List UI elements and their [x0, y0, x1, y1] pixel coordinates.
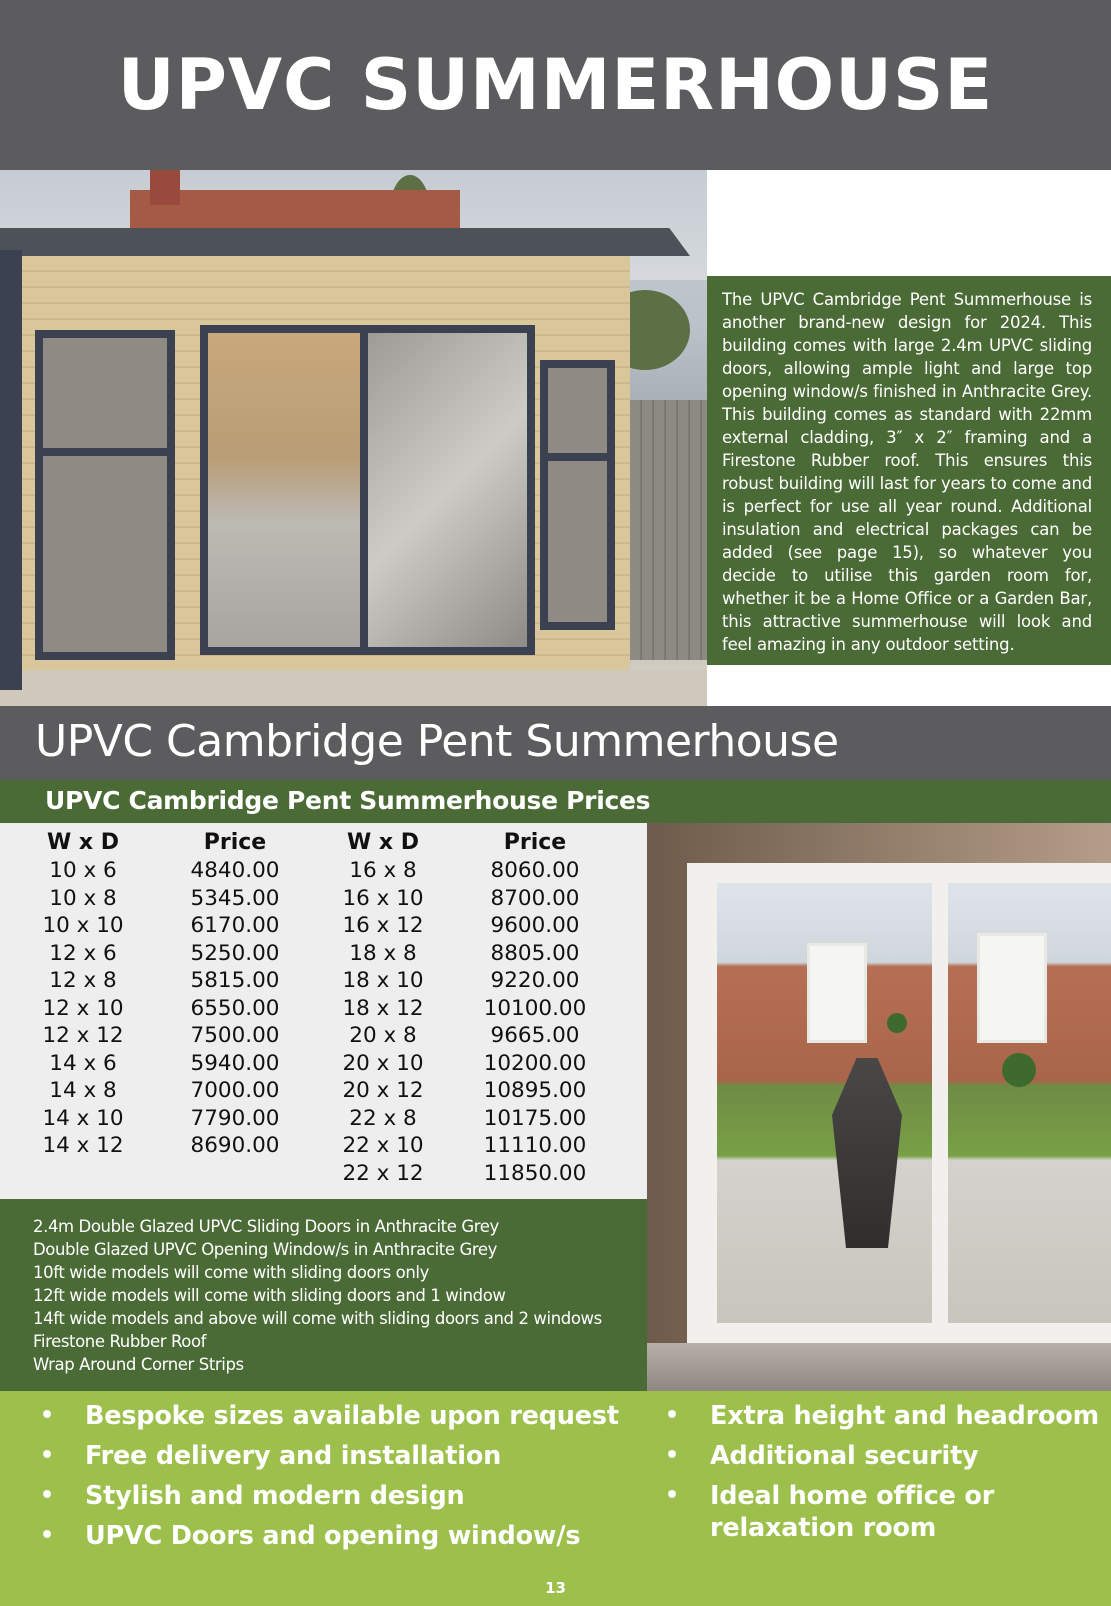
benefits-panel: [0, 1391, 1111, 1606]
price-cell: 5815.00: [190, 968, 280, 993]
bullet-icon: •: [665, 1483, 679, 1508]
bullet-icon: •: [665, 1443, 679, 1468]
feature-item: 14ft wide models and above will come with sliding doors and 2 windows: [33, 1309, 602, 1328]
size-column-left: [8, 829, 158, 1160]
bullet-icon: •: [40, 1483, 54, 1508]
benefit-item: • Extra height and headroom: [665, 1401, 1099, 1431]
features-list: [0, 1199, 647, 1391]
column-header: W x D: [346, 830, 420, 855]
price-cell: 4840.00: [190, 858, 280, 883]
size-cell: 22 x 10: [342, 1133, 424, 1158]
price-cell: 8805.00: [490, 940, 580, 966]
size-cell: 18 x 12: [342, 995, 424, 1021]
size-column-right: [308, 829, 458, 1187]
product-name: UPVC Cambridge Pent Summerhouse: [35, 716, 839, 767]
size-cell: 20 x 12: [342, 1078, 424, 1103]
size-cell: 14 x 6: [49, 1050, 117, 1076]
size-cell: 14 x 8: [49, 1078, 117, 1103]
size-cell: 12 x 6: [49, 940, 117, 966]
page-title: UPVC SUMMERHOUSE: [117, 44, 994, 126]
benefit-item: • Additional security: [665, 1441, 979, 1471]
bullet-icon: •: [665, 1403, 679, 1428]
size-cell: 12 x 12: [42, 1023, 124, 1048]
bullet-icon: •: [40, 1523, 54, 1548]
price-cell: 8700.00: [490, 885, 580, 911]
size-cell: 18 x 8: [349, 940, 417, 966]
benefit-item: • Stylish and modern design: [40, 1481, 465, 1511]
bullet-icon: •: [40, 1443, 54, 1468]
price-column-right: [460, 829, 610, 1187]
price-cell: 7500.00: [190, 1023, 280, 1048]
size-cell: 10 x 8: [49, 885, 117, 911]
price-cell: 7000.00: [190, 1078, 280, 1103]
size-cell: 22 x 12: [342, 1160, 424, 1186]
prices-title-bar: [0, 780, 1111, 823]
page-number: 13: [545, 1579, 566, 1597]
description-text: The UPVC Cambridge Pent Summerhouse is another brand-new design for 2024. This building comes with large 2.4m UPVC sliding doors, allowing ample light and large top opening window/s finished in Anthracite Grey. This building comes as standard with 22mm external cladding, 3″ x 2″ framing and a Firestone Rubber roof. This ensures this robust building will last for years to come and is perfect for use all year round. Additional insulation and electrical packages can be added (see page 15), so whatever you decide to utilise this garden room for, whether it be a Home Office or a Garden Bar, this attractive summerhouse will look and feel amazing in any outdoor setting.: [722, 290, 1092, 654]
price-cell: 10100.00: [483, 995, 587, 1021]
product-name-bar: [0, 706, 1111, 780]
column-header: W x D: [46, 830, 120, 855]
size-cell: 22 x 8: [349, 1105, 417, 1131]
price-cell: 9665.00: [490, 1023, 580, 1048]
price-cell: 8690.00: [190, 1133, 280, 1158]
size-cell: 20 x 8: [349, 1023, 417, 1048]
price-cell: 6550.00: [190, 995, 280, 1021]
price-cell: 5345.00: [190, 885, 280, 911]
size-cell: 14 x 12: [42, 1133, 124, 1158]
prices-title: UPVC Cambridge Pent Summerhouse Prices: [45, 786, 651, 815]
size-cell: 16 x 12: [342, 913, 424, 938]
benefits-list-right: [665, 1400, 1099, 1552]
price-cell: 10175.00: [483, 1105, 587, 1131]
white-spacer: [707, 170, 1111, 276]
size-cell: 16 x 8: [349, 858, 417, 883]
feature-item: 10ft wide models will come with sliding doors only: [33, 1263, 429, 1282]
description-panel: [707, 276, 1111, 665]
summerhouse-exterior-photo: [0, 170, 707, 706]
price-table: [0, 823, 647, 1199]
price-column-left: [160, 829, 310, 1160]
price-cell: 5250.00: [190, 940, 280, 966]
size-cell: 20 x 10: [342, 1050, 424, 1076]
price-cell: 11110.00: [483, 1133, 587, 1158]
page-header: [0, 0, 1111, 170]
price-cell: 10895.00: [483, 1078, 587, 1103]
price-cell: 5940.00: [190, 1050, 280, 1076]
price-cell: 8060.00: [490, 858, 580, 883]
size-cell: 12 x 10: [42, 995, 124, 1021]
price-cell: 9600.00: [490, 913, 580, 938]
benefit-item: • Free delivery and installation: [40, 1441, 502, 1471]
sliding-doors-photo: [647, 823, 1111, 1391]
bullet-icon: •: [40, 1403, 54, 1428]
benefit-item: • UPVC Doors and opening window/s: [40, 1521, 581, 1551]
size-cell: 10 x 6: [49, 858, 117, 883]
white-spacer-lower: [707, 665, 1111, 706]
feature-item: 12ft wide models will come with sliding doors and 1 window: [33, 1286, 506, 1305]
benefits-list-left: [40, 1400, 619, 1560]
size-cell: 10 x 10: [42, 913, 124, 938]
column-header: Price: [203, 830, 267, 855]
column-header: Price: [503, 830, 567, 855]
size-cell: 16 x 10: [342, 885, 424, 911]
size-cell: 12 x 8: [49, 968, 117, 993]
price-cell: 6170.00: [190, 913, 280, 938]
feature-item: 2.4m Double Glazed UPVC Sliding Doors in Anthracite Grey: [33, 1217, 499, 1236]
benefit-item: • Bespoke sizes available upon request: [40, 1401, 619, 1431]
price-cell: 9220.00: [490, 968, 580, 993]
feature-item: Wrap Around Corner Strips: [33, 1355, 244, 1374]
size-cell: 14 x 10: [42, 1105, 124, 1131]
benefit-item: • Ideal home office or relaxation room: [665, 1481, 995, 1543]
size-cell: 18 x 10: [342, 968, 424, 993]
price-cell: 7790.00: [190, 1105, 280, 1131]
price-cell: 10200.00: [483, 1050, 587, 1076]
price-cell: 11850.00: [483, 1160, 587, 1186]
feature-item: Double Glazed UPVC Opening Window/s in Anthracite Grey: [33, 1240, 497, 1259]
feature-item: Firestone Rubber Roof: [33, 1332, 207, 1351]
